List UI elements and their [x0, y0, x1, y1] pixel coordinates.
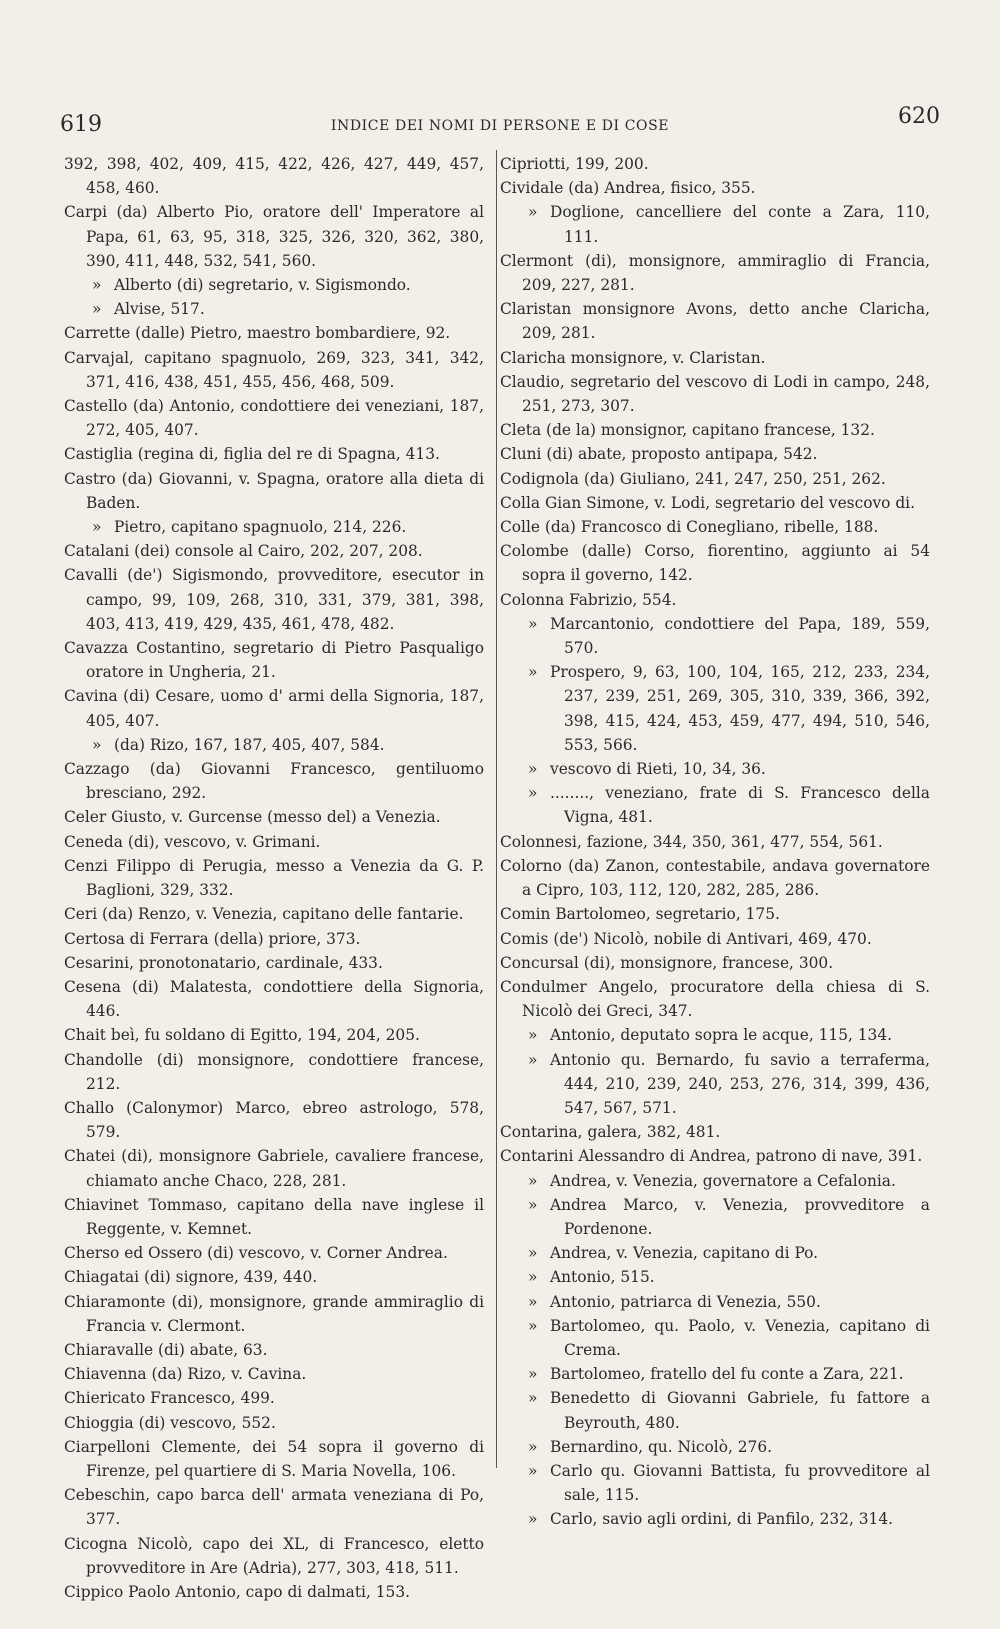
- entry-text: Andrea, v. Venezia, governatore a Cefalonia.: [550, 1171, 896, 1190]
- ditto-mark: »: [528, 1268, 538, 1287]
- index-entry: [500, 297, 930, 345]
- index-entry: [64, 1338, 484, 1362]
- entry-text: Concursal (di), monsignore, francese, 300.: [500, 953, 834, 972]
- ditto-mark: »: [528, 1437, 538, 1456]
- entry-text: Ceneda (di), vescovo, v. Grimani.: [64, 832, 321, 851]
- entry-text: Clermont (di), monsignore, ammiraglio di Francia, 209, 227, 281.: [500, 251, 930, 295]
- index-entry: [64, 684, 484, 732]
- entry-text: Cavina (di) Cesare, uomo d' armi della Signoria, 187, 405, 407.: [64, 687, 484, 730]
- index-subentry: [64, 733, 484, 757]
- entry-text: vescovo di Rieti, 10, 34, 36.: [550, 760, 766, 779]
- index-entry: [500, 467, 930, 491]
- entry-text: Contarina, galera, 382, 481.: [500, 1123, 721, 1142]
- index-entry: [500, 854, 930, 902]
- index-entry: [64, 1144, 484, 1192]
- entry-text: Doglione, cancelliere del conte a Zara, 110, 111.: [550, 203, 930, 246]
- index-entry: [64, 1435, 484, 1483]
- entry-text: Bernardino, qu. Nicolò, 276.: [550, 1437, 773, 1456]
- entry-text: Chiaramonte (di), monsignore, grande ammiraglio di Francia v. Clermont.: [64, 1292, 484, 1335]
- entry-text: Carlo, savio agli ordini, di Panfilo, 232, 314.: [550, 1510, 893, 1529]
- page-number-left: 619: [60, 112, 102, 137]
- index-subentry: [64, 297, 484, 321]
- entry-text: Comin Bartolomeo, segretario, 175.: [500, 905, 780, 924]
- index-subentry: [500, 1459, 930, 1507]
- ditto-mark: »: [528, 1195, 538, 1214]
- entry-text: Comis (de') Nicolò, nobile di Antivari, 469, 470.: [500, 929, 872, 948]
- entry-text: Cebeschin, capo barca dell' armata veneziana di Po, 377.: [64, 1486, 484, 1529]
- index-entry: [500, 975, 930, 1023]
- index-entry: [64, 1241, 484, 1265]
- entry-text: Bartolomeo, qu. Paolo, v. Venezia, capitano di Crema.: [550, 1316, 930, 1359]
- index-entry: [64, 830, 484, 854]
- index-entry: [64, 1290, 484, 1338]
- index-entry: [500, 902, 930, 926]
- entry-text: Celer Giusto, v. Gurcense (messo del) a Venezia.: [64, 808, 441, 827]
- index-subentry: [500, 1290, 930, 1314]
- entry-text: Challo (Calonymor) Marco, ebreo astrologo, 578, 579.: [64, 1098, 484, 1142]
- index-subentry: [500, 1023, 930, 1047]
- entry-text: Cenzi Filippo di Perugia, messo a Venezia da G. P. Baglioni, 329, 332.: [64, 856, 484, 900]
- index-subentry: [500, 1193, 930, 1241]
- ditto-mark: »: [528, 1050, 538, 1069]
- index-entry: [64, 854, 484, 902]
- index-entry: [64, 1193, 484, 1241]
- ditto-mark: »: [528, 1292, 538, 1311]
- entry-text: Claristan monsignore Avons, detto anche Claricha, 209, 281.: [500, 300, 930, 343]
- index-column-right: [500, 152, 930, 1532]
- ditto-mark: »: [528, 784, 538, 803]
- running-title: INDICE DEI NOMI DI PERSONE E DI COSE: [330, 118, 670, 134]
- index-subentry: [500, 757, 930, 781]
- index-entry: [64, 1096, 484, 1144]
- index-entry: [64, 1265, 484, 1289]
- index-entry: [500, 588, 930, 612]
- entry-text: Colorno (da) Zanon, contestabile, andava governatore a Cipro, 103, 112, 120, 282, 285, 286.: [500, 856, 930, 900]
- entry-text: Antonio, 515.: [550, 1268, 655, 1287]
- index-subentry: [64, 515, 484, 539]
- index-entry: [500, 830, 930, 854]
- index-entry: [64, 1386, 484, 1410]
- ditto-mark: »: [528, 1461, 538, 1480]
- index-subentry: [500, 1314, 930, 1362]
- entry-text: Castiglia (regina di, figlia del re di Spagna, 413.: [64, 445, 440, 464]
- entry-text: Bartolomeo, fratello del fu conte a Zara, 221.: [550, 1365, 904, 1384]
- index-entry: [500, 1120, 930, 1144]
- entry-text: Antonio, patriarca di Venezia, 550.: [550, 1292, 821, 1311]
- page-number-right: 620: [898, 104, 940, 129]
- index-entry: [64, 152, 484, 200]
- index-entry: [500, 539, 930, 587]
- entry-text: Colombe (dalle) Corso, fiorentino, aggiunto ai 54 sopra il governo, 142.: [500, 542, 930, 585]
- index-entry: [64, 442, 484, 466]
- ditto-mark: »: [528, 1244, 538, 1263]
- index-entry: [64, 757, 484, 805]
- entry-text: Chioggia (di) vescovo, 552.: [64, 1413, 276, 1432]
- ditto-mark: »: [92, 276, 102, 295]
- column-divider: [496, 150, 497, 1468]
- ditto-mark: »: [92, 518, 102, 537]
- index-entry: [64, 975, 484, 1023]
- index-entry: [64, 1023, 484, 1047]
- index-entry: [64, 346, 484, 394]
- ditto-mark: »: [528, 1171, 538, 1190]
- index-entry: [64, 539, 484, 563]
- entry-text: Colonnesi, fazione, 344, 350, 361, 477, 554, 561.: [500, 832, 883, 851]
- entry-text: Andrea Marco, v. Venezia, provveditore a Pordenone.: [550, 1195, 930, 1238]
- index-entry: [500, 951, 930, 975]
- index-subentry: [500, 1265, 930, 1289]
- entry-text: Cazzago (da) Giovanni Francesco, gentiluomo bresciano, 292.: [64, 760, 484, 803]
- entry-text: Cavazza Costantino, segretario di Pietro Pasqualigo oratore in Ungheria, 21.: [64, 639, 484, 682]
- page-header: [60, 104, 940, 142]
- entry-text: Cavalli (de') Sigismondo, provveditore, esecutor in campo, 99, 109, 268, 310, 331, 379, 381, 398, 403, 413, 419, 429, 435, 461, 478, 482.: [64, 566, 484, 633]
- index-entry: [64, 321, 484, 345]
- ditto-mark: »: [92, 300, 102, 319]
- entry-text: Chiericato Francesco, 499.: [64, 1389, 275, 1408]
- index-entry: [500, 491, 930, 515]
- index-entry: [500, 418, 930, 442]
- entry-text: Codignola (da) Giuliano, 241, 247, 250, 251, 262.: [500, 469, 886, 488]
- index-entry: [64, 1580, 484, 1604]
- entry-text: Chait beì, fu soldano di Egitto, 194, 204, 205.: [64, 1026, 420, 1045]
- index-entry: [64, 394, 484, 442]
- entry-text: Antonio qu. Bernardo, fu savio a terraferma, 444, 210, 239, 240, 253, 276, 314, 399, 436, 547, 567, 571.: [550, 1050, 930, 1117]
- index-entry: [500, 927, 930, 951]
- entry-text: Carlo qu. Giovanni Battista, fu provveditore al sale, 115.: [550, 1461, 930, 1505]
- ditto-mark: »: [528, 1026, 538, 1045]
- index-entry: [64, 1483, 484, 1531]
- entry-text: Chandolle (di) monsignore, condottiere francese, 212.: [64, 1050, 484, 1093]
- ditto-mark: »: [528, 614, 538, 633]
- index-entry: [64, 200, 484, 273]
- ditto-mark: »: [528, 1365, 538, 1384]
- index-subentry: [500, 1169, 930, 1193]
- entry-text: Colla Gian Simone, v. Lodi, segretario del vescovo di.: [500, 493, 915, 512]
- entry-text: Claricha monsignore, v. Claristan.: [500, 348, 766, 367]
- entry-text: 392, 398, 402, 409, 415, 422, 426, 427, 449, 457, 458, 460.: [64, 155, 484, 198]
- ditto-mark: »: [528, 1510, 538, 1529]
- index-subentry: [500, 1386, 930, 1434]
- index-entry: [500, 176, 930, 200]
- index-entry: [500, 370, 930, 418]
- entry-text: Benedetto di Giovanni Gabriele, fu fattore a Beyrouth, 480.: [550, 1389, 930, 1432]
- index-subentry: [500, 1507, 930, 1531]
- entry-text: Colle (da) Francosco di Conegliano, ribelle, 188.: [500, 518, 879, 537]
- entry-text: Chiavinet Tommaso, capitano della nave inglese il Reggente, v. Kemnet.: [64, 1195, 484, 1238]
- entry-text: Certosa di Ferrara (della) priore, 373.: [64, 929, 361, 948]
- entry-text: Carrette (dalle) Pietro, maestro bombardiere, 92.: [64, 324, 451, 343]
- entry-text: Claudio, segretario del vescovo di Lodi in campo, 248, 251, 273, 307.: [500, 372, 930, 416]
- index-entry: [64, 1048, 484, 1096]
- entry-text: Castello (da) Antonio, condottiere dei veneziani, 187, 272, 405, 407.: [64, 397, 484, 440]
- entry-text: Ceri (da) Renzo, v. Venezia, capitano delle fantarie.: [64, 905, 464, 924]
- entry-text: Chatei (di), monsignore Gabriele, cavaliere francese, chiamato anche Chaco, 228, 281.: [64, 1147, 484, 1190]
- index-entry: [64, 951, 484, 975]
- index-column-left: [64, 152, 484, 1604]
- entry-text: (da) Rizo, 167, 187, 405, 407, 584.: [114, 735, 385, 754]
- entry-text: Catalani (dei) console al Cairo, 202, 207, 208.: [64, 542, 423, 561]
- entry-text: Carvajal, capitano spagnuolo, 269, 323, 341, 342, 371, 416, 438, 451, 455, 456, 468, 509.: [64, 348, 484, 391]
- entry-text: Andrea, v. Venezia, capitano di Po.: [550, 1244, 819, 1263]
- entry-text: Cleta (de la) monsignor, capitano francese, 132.: [500, 421, 875, 440]
- entry-text: Cipriotti, 199, 200.: [500, 155, 649, 173]
- index-subentry: [500, 660, 930, 757]
- entry-text: Cesena (di) Malatesta, condottiere della Signoria, 446.: [64, 977, 484, 1021]
- index-entry: [64, 636, 484, 684]
- entry-text: Colonna Fabrizio, 554.: [500, 590, 677, 609]
- entry-text: Antonio, deputato sopra le acque, 115, 134.: [550, 1026, 893, 1045]
- ditto-mark: »: [528, 760, 538, 779]
- entry-text: Chiavenna (da) Rizo, v. Cavina.: [64, 1365, 307, 1384]
- entry-text: Contarini Alessandro di Andrea, patrono di nave, 391.: [500, 1147, 923, 1166]
- entry-text: Marcantonio, condottiere del Papa, 189, 559, 570.: [550, 614, 930, 658]
- entry-text: Cherso ed Ossero (di) vescovo, v. Corner Andrea.: [64, 1244, 448, 1263]
- index-entry: [64, 902, 484, 926]
- entry-text: Cesarini, pronotonatario, cardinale, 433.: [64, 953, 383, 972]
- entry-text: Condulmer Angelo, procuratore della chiesa di S. Nicolò dei Greci, 347.: [500, 977, 930, 1021]
- entry-text: Castro (da) Giovanni, v. Spagna, oratore alla dieta di Baden.: [64, 469, 484, 512]
- entry-text: Prospero, 9, 63, 100, 104, 165, 212, 233, 234, 237, 239, 251, 269, 305, 310, 339, 366, 392, 398, 415, 424, 453, 459, 477, 494, 510, 546, 553, 566.: [550, 663, 930, 754]
- entry-text: Chiagatai (di) signore, 439, 440.: [64, 1268, 318, 1287]
- entry-text: Alvise, 517.: [114, 300, 205, 319]
- index-subentry: [500, 781, 930, 829]
- entry-text: Cividale (da) Andrea, fisico, 355.: [500, 179, 756, 198]
- ditto-mark: »: [528, 203, 538, 222]
- entry-text: Cluni (di) abate, proposto antipapa, 542.: [500, 445, 818, 464]
- index-entry: [500, 249, 930, 297]
- index-entry: [500, 1144, 930, 1168]
- index-subentry: [500, 1435, 930, 1459]
- index-entry: [500, 346, 930, 370]
- entry-text: Cicogna Nicolò, capo dei XL, di Francesco, eletto provveditore in Are (Adria), 277, 303, 418, 511.: [64, 1534, 484, 1577]
- entry-text: Carpi (da) Alberto Pio, oratore dell' Imperatore al Papa, 61, 63, 95, 318, 325, 326, 320, 362, 380, 390, 411, 448, 532, 541, 560.: [64, 203, 484, 270]
- ditto-mark: »: [92, 735, 102, 754]
- index-subentry: [500, 612, 930, 660]
- index-subentry: [500, 200, 930, 248]
- index-entry: [64, 467, 484, 515]
- index-entry: [500, 152, 930, 176]
- entry-text: Pietro, capitano spagnuolo, 214, 226.: [114, 518, 407, 537]
- index-subentry: [500, 1048, 930, 1121]
- entry-text: Cippico Paolo Antonio, capo di dalmati, 153.: [64, 1582, 411, 1601]
- entry-text: Ciarpelloni Clemente, dei 54 sopra il governo di Firenze, pel quartiere di S. Maria Novella, 106.: [64, 1437, 484, 1480]
- index-entry: [64, 805, 484, 829]
- entry-text: Alberto (di) segretario, v. Sigismondo.: [114, 276, 411, 295]
- ditto-mark: »: [528, 1389, 538, 1408]
- index-entry: [64, 563, 484, 636]
- index-subentry: [64, 273, 484, 297]
- index-entry: [64, 1532, 484, 1580]
- index-entry: [500, 442, 930, 466]
- entry-text: Chiaravalle (di) abate, 63.: [64, 1340, 268, 1359]
- index-entry: [64, 1362, 484, 1386]
- entry-text: ........, veneziano, frate di S. Francesco della Vigna, 481.: [550, 784, 930, 827]
- index-entry: [64, 927, 484, 951]
- ditto-mark: »: [528, 663, 538, 682]
- index-subentry: [500, 1241, 930, 1265]
- index-subentry: [500, 1362, 930, 1386]
- ditto-mark: »: [528, 1316, 538, 1335]
- index-entry: [64, 1411, 484, 1435]
- index-entry: [500, 515, 930, 539]
